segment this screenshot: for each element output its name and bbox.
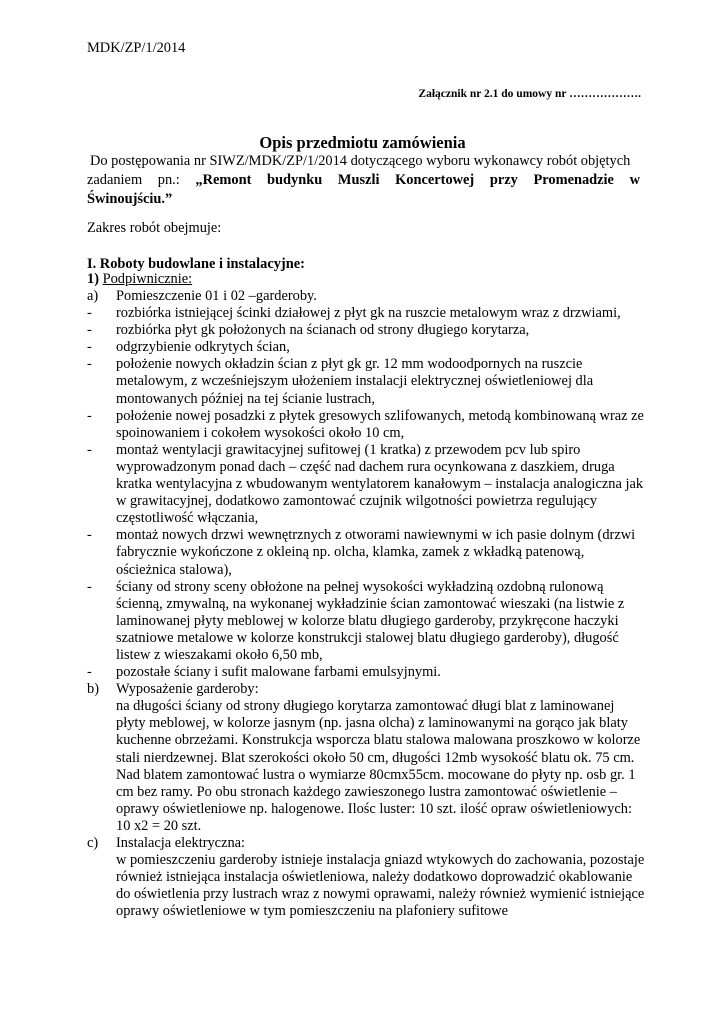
intro-paragraph (87, 152, 640, 209)
list-item (87, 664, 647, 681)
list-item (87, 288, 647, 305)
intro-line-2: zadaniem pn.: „Remont budynku Muszli Koncertowej przy Promenadzie w (87, 172, 640, 188)
item-marker (87, 698, 116, 835)
item-marker: - (87, 664, 92, 681)
item-text: Pomieszczenie 01 i 02 –garderoby. (116, 288, 317, 304)
scope-heading: Zakres robót obejmuje: (87, 220, 222, 236)
item-marker: - (87, 441, 92, 458)
item-text: na długości ściany od strony długiego korytarza zamontować długi blat z laminowanej płyty meblowej, w kolorze jasnym (np. jasna olcha) z laminowanymi na gorąco jak blaty kuchenne obrzeżami. Konstrukcja wsporcza blatu stalowa malowana proszkowo w kolorze stali nierdzewnej. Blat szerokości około 50 cm, długości 12mb wysokość blatu ok. 75 cm. Nad blatem zamontować lustra o wymiarze 80cmx55cm. mocowane do płyty np. osb gr. 1 cm bez ramy. Po obu stronach każdego zawieszonego lustra zamontować oświetlenie – oprawy oświetleniowe np. halogenowe. Ilośc luster: 10 szt. ilość opraw oświetleniowych: 10 x2 = 20 szt. (116, 698, 641, 834)
subsection-heading (87, 271, 192, 288)
work-items-list (87, 288, 647, 920)
item-marker: - (87, 322, 92, 339)
subsection-number: 1) (87, 271, 99, 287)
item-text: Instalacja elektryczna: (116, 835, 246, 851)
item-text: w pomieszczeniu garderoby istnieje instalacja gniazd wtykowych do zachowania, pozostaje również istniejąca instalacja oświetleniowa, należy dodatkowo doprowadzić okablowanie do oświetlenia przy lustrach wraz z nowymi oprawami, należy również wymienić istniejące oprawy oświetleniowe w tym pomieszczeniu na plafoniery sufitowe (116, 852, 645, 920)
list-item (87, 852, 647, 920)
item-marker: a) (87, 288, 99, 304)
item-text: montaż nowych drzwi wewnętrznych z otworami nawiewnymi w ich pasie dolnym (drzwi fabrycznie wykończone z okleiną np. olcha, klamka, zamek z wkładką patenową, ościeżnica stalowa), (116, 527, 636, 578)
item-text: odgrzybienie odkrytych ścian, (116, 339, 290, 356)
intro-line-1: Do postępowania nr SIWZ/MDK/ZP/1/2014 dotyczącego wyboru wykonawcy robót objętych (90, 153, 631, 169)
item-marker: - (87, 527, 92, 544)
task-name: „Remont budynku Muszli Koncertowej przy Promenadzie w (195, 172, 640, 188)
subsection-label: Podpiwnicznie: (102, 271, 193, 287)
item-marker (87, 852, 116, 920)
item-text: rozbiórka istniejącej ścinki działowej z płyt gk na ruszcie metalowym wraz z drzwiami, (116, 305, 621, 322)
item-marker: - (87, 339, 92, 356)
item-marker: - (87, 407, 92, 424)
item-text: Wyposażenie garderoby: (116, 681, 259, 698)
item-text: położenie nowej posadzki z płytek gresowych szlifowanych, metodą kombinowaną wraz ze spoinowaniem i cokołem wysokości około 10 cm, (116, 407, 644, 441)
section-heading: I. Roboty budowlane i instalacyjne: (87, 256, 305, 272)
list-item (87, 527, 647, 578)
list-item (87, 339, 647, 356)
attachment-note: Załącznik nr 2.1 do umowy nr ………………. (418, 88, 641, 100)
list-item (87, 442, 647, 527)
intro-line-3: Świnoujściu.” (87, 191, 173, 207)
item-text: pozostałe ściany i sufit malowane farbami emulsyjnymi. (116, 664, 441, 681)
item-marker: b) (87, 681, 99, 698)
item-marker: - (87, 356, 92, 373)
list-item (87, 322, 647, 339)
list-item (87, 305, 647, 322)
item-marker: - (87, 578, 92, 595)
list-item (87, 698, 647, 835)
list-item (87, 356, 647, 407)
item-marker: - (87, 305, 92, 322)
item-text: montaż wentylacji grawitacyjnej sufitowej (1 kratka) z przewodem pcv lub spiro wyprowadzonym ponad dach – część nad dachem rura ocynkowana z daszkiem, druga kratka wentylacyjna z wbudowanym wentylatorem kanałowym – instalacja analogiczna jak w grawitacyjnej, dodatkowo zamontować czujnik wilgotności powietrza regulujący częstotliwość włączania, (116, 441, 644, 527)
list-item (87, 681, 647, 698)
item-text: rozbiórka płyt gk położonych na ścianach od strony długiego korytarza, (116, 322, 530, 339)
list-item (87, 579, 647, 664)
item-marker: c) (87, 835, 99, 851)
item-text: położenie nowych okładzin ścian z płyt gk gr. 12 mm wodoodpornych na ruszcie metalowym, z wcześniejszym ułożeniem instalacji elektrycznej oświetleniowej dla montowanych później na tej ścianie lustrach, (116, 356, 594, 407)
item-text: ściany od strony sceny obłożone na pełnej wysokości wykładziną ozdobną rulonową ścienną, zmywalną, na wykonanej wykładzinie ścian zamontować wieszaki (na listwie z laminowanej płyty meblowej w kolorze blatu długiego garderoby, przykręcone haczyki szatniowe metalowe w kolorze konstrukcji stalowej blatu długiego garderoby), długość listew z wieszakami około 6,50 mb, (116, 578, 625, 663)
document-reference: MDK/ZP/1/2014 (87, 40, 186, 56)
list-item (87, 408, 647, 442)
list-item (87, 835, 647, 852)
document-title: Opis przedmiotu zamówienia (259, 133, 466, 152)
